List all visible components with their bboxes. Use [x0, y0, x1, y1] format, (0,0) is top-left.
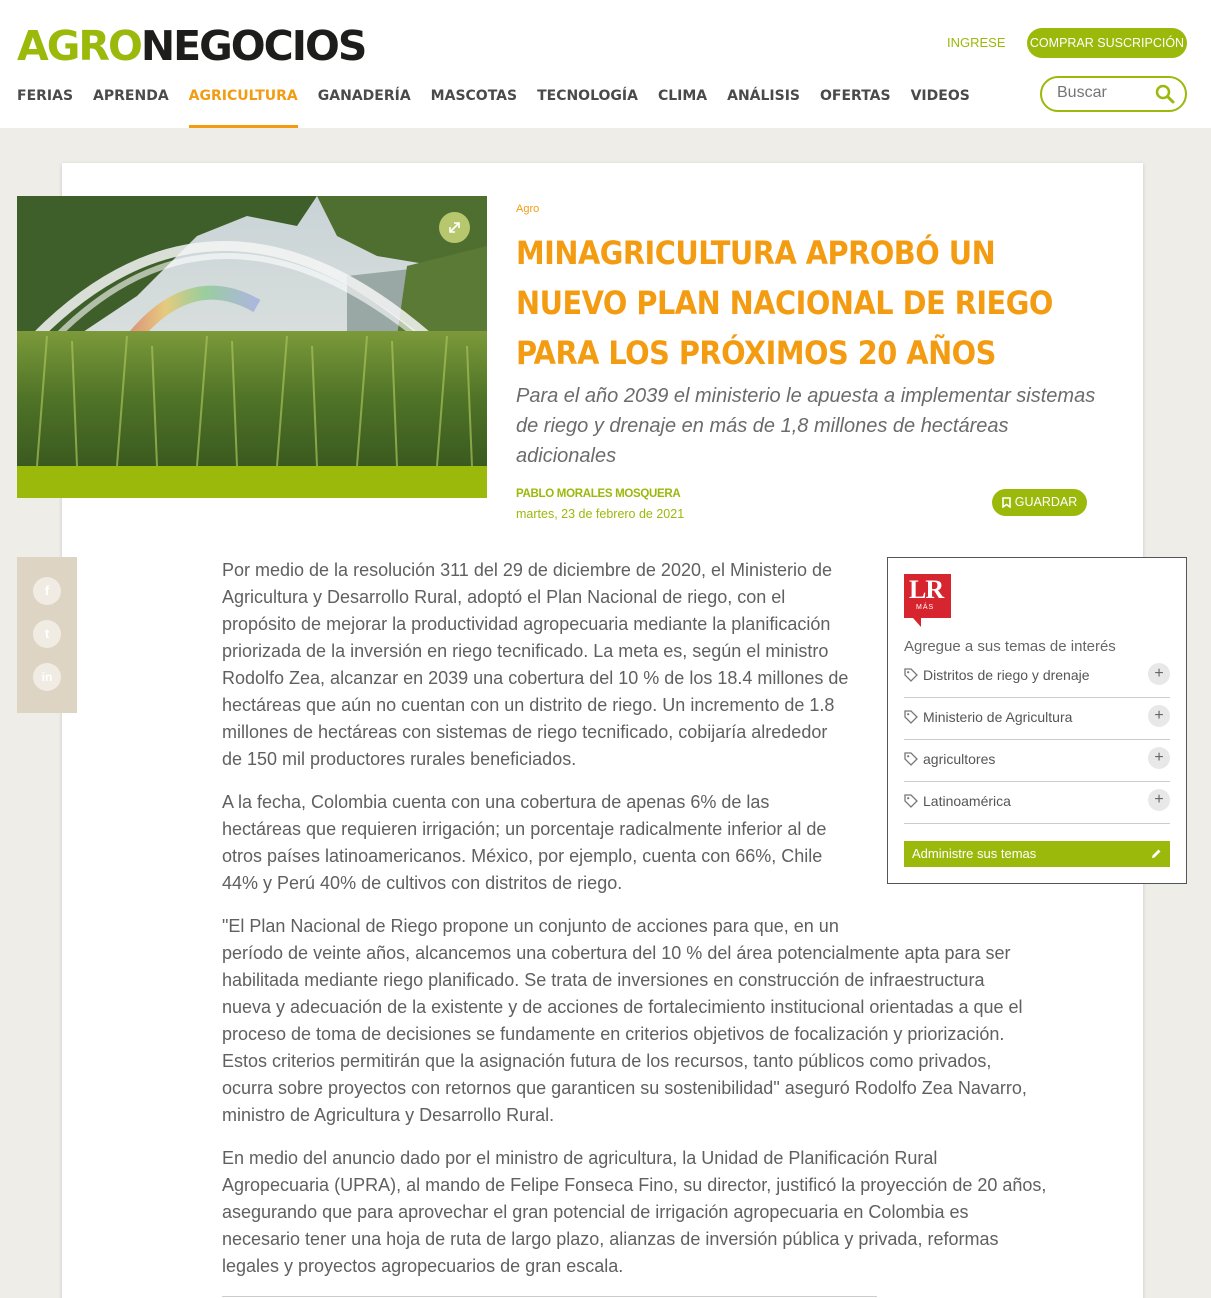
tag-icon	[904, 710, 918, 724]
article-title: MINAGRICULTURA APROBÓ UN NUEVO PLAN NACIONAL DE RIEGO PARA LOS PRÓXIMOS 20 AÑOS	[516, 234, 1053, 372]
nav-aprenda[interactable]: APRENDA	[93, 88, 169, 104]
topic-item	[904, 656, 1170, 698]
text-line: nueva y adecuación de la existente y de acciones de fortalecimiento institucional orientadas a que el	[222, 997, 1023, 1017]
hero-image[interactable]	[17, 196, 487, 466]
paragraph-2	[222, 789, 882, 897]
topic-item	[904, 782, 1170, 824]
topic-item	[904, 740, 1170, 782]
add-topic-button[interactable]: +	[1148, 705, 1170, 727]
topics-box	[887, 557, 1187, 884]
nav-tecnologia[interactable]: TECNOLOGÍA	[537, 88, 638, 104]
text-line: millones de hectáreas con sistemas de riego tecnificado, cobijaría alrededor	[222, 722, 828, 742]
save-label: GUARDAR	[1014, 495, 1078, 509]
text-line: Rodolfo Zea, alcanzar en 2039 una cobertura del 10 % de los 18.4 millones de	[222, 668, 849, 688]
text-line: En medio del anuncio dado por el ministro de agricultura, la Unidad de Planificación Rural	[222, 1148, 938, 1168]
text-line: legales y proyectos agropecuarios de gran escala.	[222, 1256, 624, 1276]
text-line: "El Plan Nacional de Riego propone un conjunto de acciones para que, en un	[222, 916, 839, 936]
text-line: proceso de toma de decisiones se fundamente en criterios objetivos de focalización y priorización.	[222, 1024, 1005, 1044]
nav-analisis[interactable]: ANÁLISIS	[727, 88, 801, 104]
text-line: 44% y Perú 40% de cultivos con distritos de riego.	[222, 873, 623, 893]
search-input[interactable]	[1057, 84, 1152, 102]
paragraph-1	[222, 557, 882, 773]
nav-clima[interactable]: CLIMA	[657, 88, 708, 104]
text-line: Agropecuaria (UPRA), al mando de Felipe Fonseca Fino, su director, justificó la proyección de 20 años,	[222, 1175, 1047, 1195]
bookmark-icon	[1002, 497, 1011, 508]
text-line: Estos criterios permitirán que la asignación futura de los recursos, tanto públicos como privados,	[222, 1051, 992, 1071]
lr-logo-subtext: MÁS	[916, 604, 935, 611]
save-button[interactable]	[992, 489, 1087, 516]
subscribe-button[interactable]: COMPRAR SUSCRIPCIÓN	[1027, 28, 1187, 58]
twitter-icon[interactable]: t	[33, 620, 61, 648]
text-line: A la fecha, Colombia cuenta con una cobertura de apenas 6% de las	[222, 792, 770, 812]
lr-logo-tail	[913, 618, 921, 627]
text-line: necesario tener una hoja de ruta de largo plazo, alianzas de inversión pública y privada, reformas	[222, 1229, 999, 1249]
text-line: Por medio de la resolución 311 del 29 de diciembre de 2020, el Ministerio de	[222, 560, 833, 580]
text-line: Agricultura y Desarrollo Rural, adoptó el Plan Nacional de riego, con el	[222, 587, 786, 607]
text-line: habilitada mediante riego planificado. Se trata de inversiones en construcción de infraestructura	[222, 970, 985, 990]
topics-title: Agregue a sus temas de interés	[904, 638, 1116, 655]
lr-logo-text: LR	[909, 575, 944, 604]
nav-agricultura[interactable]: AGRICULTURA	[189, 86, 298, 128]
text-line: priorizada de la inversión en riego tecnificado. La meta es, según el ministro	[222, 641, 829, 661]
facebook-icon[interactable]: f	[33, 577, 61, 605]
text-line: de 150 mil productores rurales beneficiados.	[222, 749, 577, 769]
divider	[222, 1296, 877, 1297]
text-line: hectáreas que requieren irrigación; un porcentaje radicalmente inferior al de	[222, 819, 827, 839]
search-box	[1040, 76, 1187, 112]
text-line: período de veinte años, alcancemos una cobertura del 10 % del área potencialmente apta para ser	[222, 943, 1011, 963]
logo-agro: AGRO	[17, 22, 141, 70]
text-line: propósito de mejorar la productividad agropecuaria mediante la planificación	[222, 614, 831, 634]
tag-icon	[904, 794, 918, 808]
article-author[interactable]: PABLO MORALES MOSQUERA	[516, 488, 681, 500]
nav-ofertas[interactable]: OFERTAS	[820, 88, 891, 104]
site-header	[0, 0, 1211, 128]
nav-mascotas[interactable]: MASCOTAS	[430, 88, 518, 104]
text-line: ministro de Agricultura y Desarrollo Rural.	[222, 1105, 555, 1125]
main-nav	[17, 86, 990, 128]
manage-topics-label: Administre sus temas	[912, 846, 1037, 861]
paragraph-3	[222, 913, 1102, 1129]
nav-ferias[interactable]: FERIAS	[17, 88, 74, 104]
hero-caption-bar	[17, 466, 487, 498]
topic-label[interactable]: Distritos de riego y drenaje	[923, 667, 1090, 683]
paragraph-4	[222, 1145, 1102, 1280]
add-topic-button[interactable]: +	[1148, 747, 1170, 769]
irrigation-photo	[17, 196, 487, 466]
add-topic-button[interactable]: +	[1148, 663, 1170, 685]
text-line: hectáreas que aún no cuentan con un distrito de riego. Un incremento de 1.8	[222, 695, 835, 715]
social-share	[17, 557, 77, 713]
topic-label[interactable]: Ministerio de Agricultura	[923, 709, 1073, 725]
topic-item	[904, 698, 1170, 740]
topic-label[interactable]: agricultores	[923, 751, 996, 767]
text-line: otros países latinoamericanos. México, por ejemplo, cuenta con 66%, Chile	[222, 846, 823, 866]
article-subtitle: Para el año 2039 el ministerio le apuesta a implementar sistemas de riego y drenaje en más de 1,8 millones de hectáreas adicionales	[516, 385, 1096, 467]
add-topic-button[interactable]: +	[1148, 789, 1170, 811]
search-icon[interactable]	[1155, 84, 1175, 104]
linkedin-icon[interactable]: in	[33, 663, 61, 691]
nav-ganaderia[interactable]: GANADERÍA	[317, 88, 411, 104]
section-tag[interactable]: Agro	[516, 203, 540, 215]
text-line: asegurando que para aprovechar el gran potencial de irrigación agropecuaria en Colombia es	[222, 1202, 969, 1222]
lr-mas-logo	[904, 574, 951, 618]
tag-icon	[904, 668, 918, 682]
nav-videos[interactable]: VIDEOS	[910, 88, 970, 104]
pencil-icon	[1150, 848, 1162, 860]
tag-icon	[904, 752, 918, 766]
site-logo[interactable]	[17, 24, 365, 68]
login-link[interactable]: INGRESE	[947, 35, 1006, 50]
expand-icon[interactable]	[439, 212, 470, 243]
topic-label[interactable]: Latinoamérica	[923, 793, 1011, 809]
text-line: ocurra sobre proyectos con retornos que garanticen su sostenibilidad" aseguró Rodolfo Zea Navarro,	[222, 1078, 1027, 1098]
manage-topics-button[interactable]	[904, 841, 1170, 867]
article-date: martes, 23 de febrero de 2021	[516, 507, 685, 521]
logo-negocios: NEGOCIOS	[140, 22, 366, 70]
